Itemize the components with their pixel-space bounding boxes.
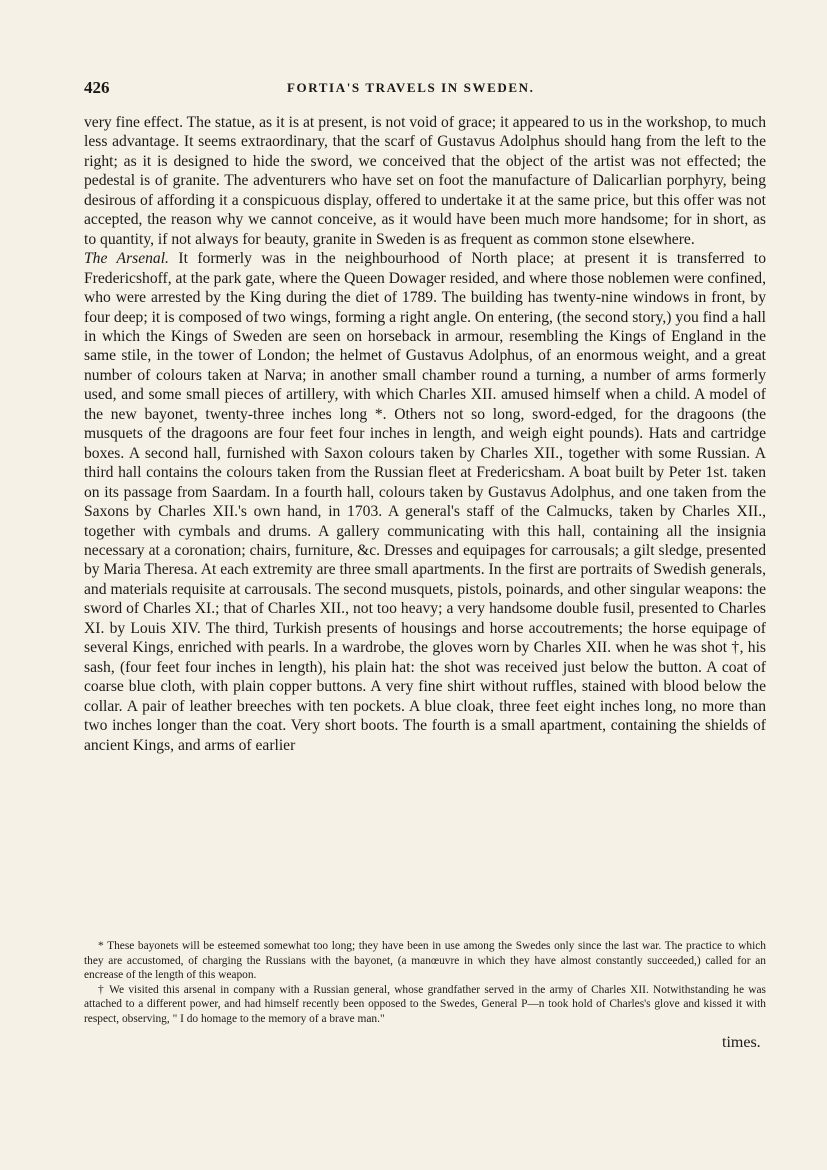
footnote: † We visited this arsenal in company with a Russian general, whose grandfather served in the army of Charles XII. Notwithstanding he was attached to a different power, and had himself recently been opposed to the Swedes, General P—n took hold of Charles's glove and kissed it with respect, observing, " I do homage to the memory of a brave man." <box>84 983 766 1025</box>
catchword: times. <box>722 1034 761 1051</box>
paragraph-text: It formerly was in the neighbourhood of North place; at present it is transferred to Fredericshoff, at the park gate, where the Queen Dowager resided, and where those noblemen were confined, who were arrested by the King during the diet of 1789. The building has twenty-nine windows in front, by four deep; it is composed of two wings, forming a right angle. On entering, (the second story,) you find a hall in which the Kings of Sweden are seen on horseback in armour, resembling the Kings of England in the same stile, in the tower of London; the helmet of Gustavus Adolphus, of an enormous weight, and a great number of colours taken at Narva; in another small chamber round a turning, a number of arms formerly used, and some small pieces of artillery, with which Charles XII. amused himself when a child. A model of the new bayonet, twenty-three inches long *. Others not so long, sword-edged, for the dragoons (the musquets of the dragoons are four feet four inches in length, and weigh eight pounds). Hats and cartridge boxes. A second hall, furnished with Saxon colours taken by Charles XII., together with some Russian. A third hall contains the colours taken from the Russian fleet at Fredericsham. A boat built by Peter 1st. taken on its passage from Saardam. In a fourth hall, colours taken by Gustavus Adolphus, and one taken from the Saxons by Charles XII.'s own hand, in 1703. A general's staff of the Calmucks, taken by Charles XII., together with cymbals and drums. A gallery communicating with this hall, containing all the insignia necessary at a coronation; chairs, furniture, &c. Dresses and equipages for carrousals; a gilt sledge, presented by Maria Theresa. At each extremity are three small apartments. In the first are portraits of Swedish generals, and materials requisite at carrousals. The second musquets, pistols, poinards, and other singular weapons: the sword of Charles XI.; that of Charles XII., not too heavy; a very handsome double fusil, presented to Charles XI. by Louis XIV. The third, Turkish presents of housings and horse accoutrements; the horse equipage of several Kings, enriched with pearls. In a wardrobe, the gloves worn by Charles XII. when he was shot †, his sash, (four feet four inches in length), his plain hat: the shot was received just below the button. A coat of coarse blue cloth, with plain copper buttons. A very fine shirt without ruffles, stained with blood below the collar. A pair of leather breeches with ten pockets. A blue cloak, three feet eight inches long, no more than two inches longer than the coat. Very short boots. The fourth is a small apartment, containing the shields of ancient Kings, and arms of earlier <box>84 250 766 754</box>
footnote: * These bayonets will be esteemed somewhat too long; they have been in use among the Swedes only since the last war. The practice to which they are accustomed, of charging the Russians with the bayonet, (a manœuvre in which they have almost constantly succeeded,) called for an encrease of the length of this weapon. <box>84 940 766 982</box>
section-heading: The Arsenal. <box>84 250 169 268</box>
paragraph: very fine effect. The statue, as it is at present, is not void of grace; it appeared to us in the workshop, to much less advantage. It seems extraordinary, that the scarf of Gustavus Adolphus should hang from the left to the right; as it is designed to hide the sword, we conceived that the object of the artist was not effected; the pedestal is of granite. The adventurers who have set on foot the manufacture of Dalicarlian porphyry, being desirous of affording it a conspicuous display, offered to undertake it at the same price, but this offer was not accepted, the reason why we cannot conceive, as it would have been much more handsome; for in short, as to quantity, if not always for beauty, granite in Sweden is as frequent as common stone elsewhere. <box>84 114 766 248</box>
page-number: 426 <box>84 78 110 97</box>
footnotes <box>84 939 766 1027</box>
running-title: FORTIA'S TRAVELS IN SWEDEN. <box>287 80 535 95</box>
paragraph <box>84 249 766 755</box>
page-header <box>84 78 764 102</box>
main-text <box>84 113 766 755</box>
